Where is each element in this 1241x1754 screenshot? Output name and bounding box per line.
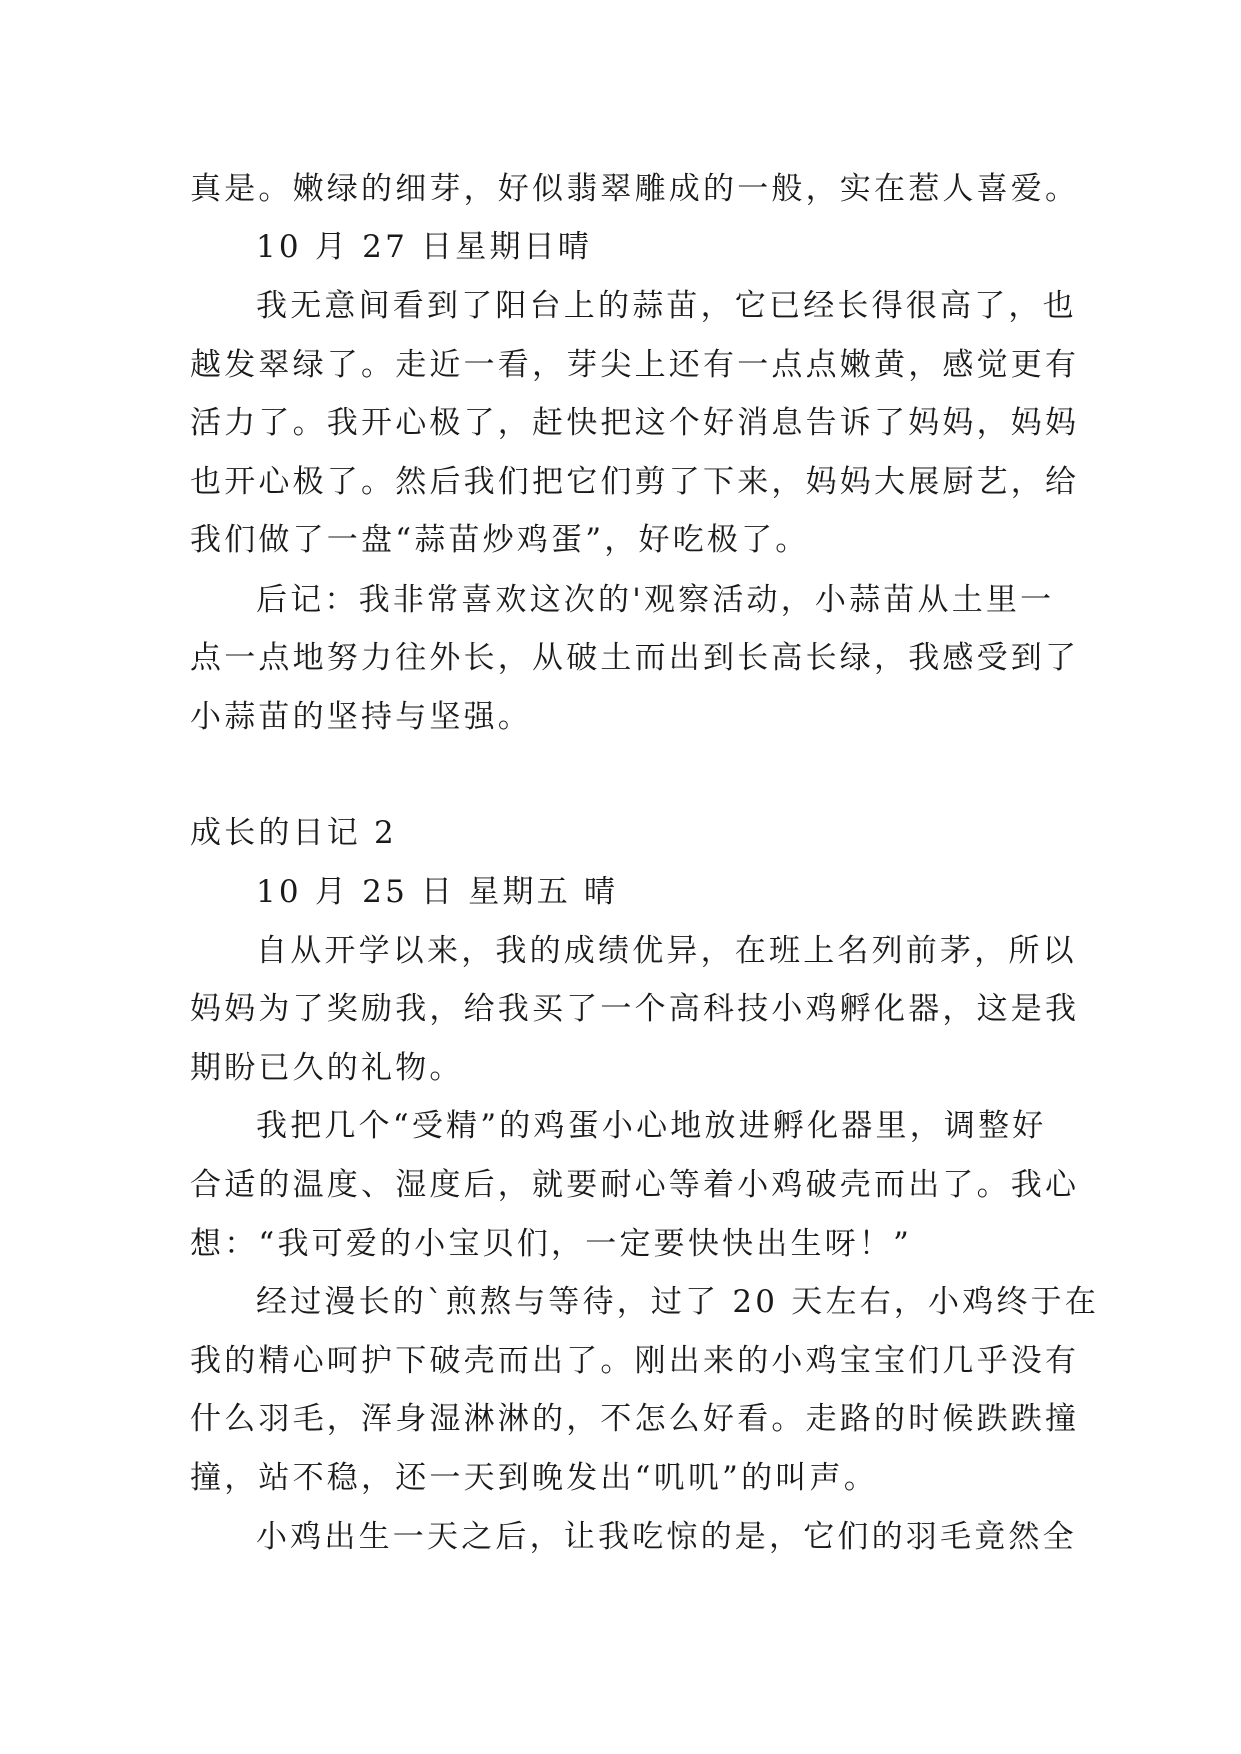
text-line: 后记：我非常喜欢这次的'观察活动，小蒜苗从土里一 [256,582,1055,618]
text-line: 我无意间看到了阳台上的蒜苗，它已经长得很高了，也 [256,288,1077,324]
entry-title: 成长的日记 2 [190,815,397,851]
diary-date: 10 月 27 日星期日晴 [256,229,593,265]
text-line: 什么羽毛，浑身湿淋淋的，不怎么好看。走路的时候跌跌撞 [190,1401,1080,1437]
text-line: 点一点地努力往外长，从破土而出到长高长绿，我感受到了 [190,640,1080,676]
text-line: 我的精心呵护下破壳而出了。刚出来的小鸡宝宝们几乎没有 [190,1343,1080,1379]
text-line: 也开心极了。然后我们把它们剪了下来，妈妈大展厨艺，给 [190,464,1080,500]
text-line: 自从开学以来，我的成绩优异，在班上名列前茅，所以 [256,933,1077,969]
text-line: 真是。嫩绿的细芽，好似翡翠雕成的一般，实在惹人喜爱。 [190,171,1080,207]
text-line: 期盼已久的礼物。 [190,1050,464,1086]
text-line: 我把几个“受精”的鸡蛋小心地放进孵化器里，调整好 [256,1108,1047,1144]
text-line: 想：“我可爱的小宝贝们，一定要快快出生呀！” [190,1226,913,1262]
text-line: 我们做了一盘“蒜苗炒鸡蛋”，好吃极了。 [190,522,810,558]
text-line: 撞，站不稳，还一天到晚发出“叽叽”的叫声。 [190,1460,878,1496]
text-line: 小鸡出生一天之后，让我吃惊的是，它们的羽毛竟然全 [256,1519,1077,1555]
text-line: 活力了。我开心极了，赶快把这个好消息告诉了妈妈，妈妈 [190,405,1080,441]
text-line: 经过漫长的`煎熬与等待，过了 20 天左右，小鸡终于在 [256,1284,1100,1320]
text-line: 越发翠绿了。走近一看，芽尖上还有一点点嫩黄，感觉更有 [190,347,1080,383]
text-line: 妈妈为了奖励我，给我买了一个高科技小鸡孵化器，这是我 [190,991,1080,1027]
text-line: 小蒜苗的坚持与坚强。 [190,699,532,735]
diary-date: 10 月 25 日 星期五 晴 [256,874,619,910]
text-line: 合适的温度、湿度后，就要耐心等着小鸡破壳而出了。我心 [190,1167,1080,1203]
